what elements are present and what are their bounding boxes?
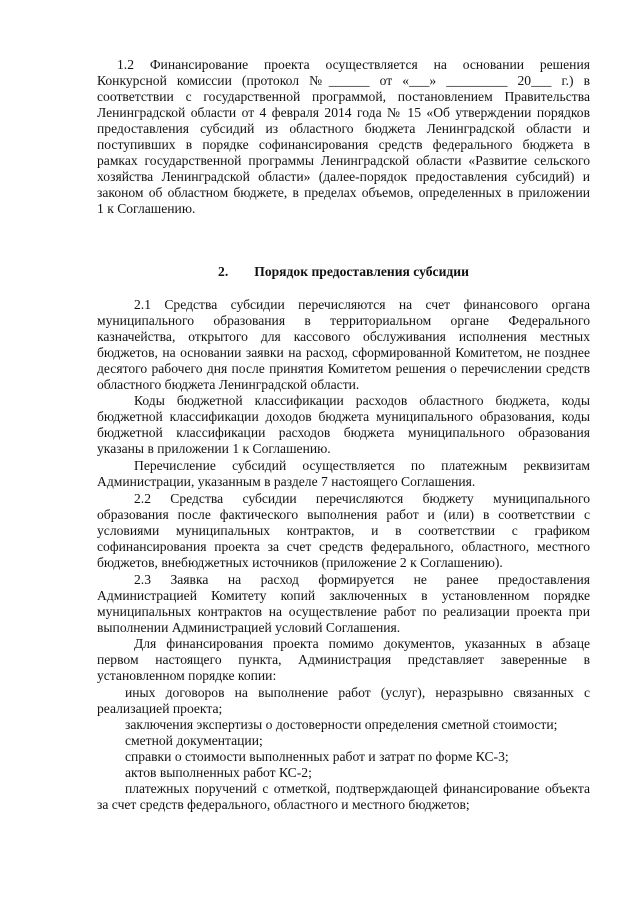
section-heading — [97, 264, 590, 280]
text-line: указаны в приложении 1 к Соглашению. — [97, 441, 331, 456]
text-line: реализацией проекта; — [97, 701, 223, 716]
text-line: выполнении Администрацией условий Соглашения. — [97, 620, 401, 635]
text-line: поступивших в порядке софинансирования средств федерального бюджета в — [97, 137, 590, 152]
text-line: предоставления субсидий из областного бюджета Ленинградской области и — [97, 121, 590, 136]
text-line: 1.2 Финансирование проекта осуществляется на основании решения — [117, 57, 590, 72]
text-line: рамках государственной программы Ленинградской области «Развитие сельского — [97, 153, 590, 168]
text-line: за счет средств федерального, областного и местного бюджетов; — [97, 797, 470, 812]
list-item-ks2 — [97, 765, 590, 781]
paragraph-2-2 — [97, 491, 590, 571]
text-line: Администрацией Комитету копий заключенных в установленном порядке — [97, 588, 590, 603]
section-title: Порядок предоставления субсидии — [254, 264, 469, 279]
text-line: сметной документации; — [125, 733, 263, 748]
text-line: 2.1 Средства субсидии перечисляются на счет финансового органа — [134, 297, 590, 312]
list-item-ks3 — [97, 749, 590, 765]
text-line: законом об областном бюджете, в пределах объемов, определенных в приложении — [97, 185, 590, 200]
text-line: 2.3 Заявка на расход формируется не ранее предоставления — [134, 572, 590, 587]
text-line: 1 к Соглашению. — [97, 201, 196, 216]
text-line: иных договоров на выполнение работ (услуг), неразрывно связанных с — [125, 685, 590, 700]
text-line: соответствии с государственной программой, постановлением Правительства — [97, 89, 590, 104]
text-line: муниципального образования в территориальном органе Федерального — [97, 313, 590, 328]
list-item-estimate — [97, 733, 590, 749]
text-line: Перечисление субсидий осуществляется по платежным реквизитам — [134, 458, 590, 473]
text-line: Коды бюджетной классификации расходов областного бюджета, коды — [134, 393, 590, 408]
text-line: десятого рабочего дня после принятия Комитетом решения о перечислении средств — [97, 361, 590, 376]
paragraph-1-2 — [97, 57, 590, 217]
text-line: бюджетной классификации расходов бюджета муниципального образования — [97, 425, 590, 440]
text-line: муниципальных контрактов на осуществление работ по реализации проекта при — [97, 604, 590, 619]
text-line: условиями муниципальных контрактов, и в соответствии с графиком — [97, 523, 590, 538]
text-line: бюджетов, внебюджетных источников (приложение 2 к Соглашению). — [97, 555, 503, 570]
paragraph-budget-codes — [97, 393, 590, 457]
paragraph-2-3 — [97, 572, 590, 636]
section-number: 2. — [218, 264, 229, 279]
text-line: хозяйства Ленинградской области» (далее-порядок предоставления субсидий) и — [97, 169, 590, 184]
text-line: софинансирования проекта за счет средств федерального, областного, местного — [97, 539, 590, 554]
text-line: платежных поручений с отметкой, подтверждающей финансирование объекта — [125, 781, 590, 796]
text-line: бюджетов, на основании заявки на расход, сформированной Комитетом, не позднее — [97, 345, 590, 360]
text-line: актов выполненных работ КС-2; — [125, 765, 312, 780]
list-item-expertise — [97, 717, 590, 733]
text-line: Ленинградской области от 4 февраля 2014 года № 15 «Об утверждении порядков — [97, 105, 590, 120]
text-line: Конкурсной комиссии (протокол №______ от «___» _________ 20___ г.) в — [97, 73, 590, 88]
paragraph-2-1 — [97, 297, 590, 393]
text-line: справки о стоимости выполненных работ и затрат по форме КС-3; — [125, 749, 509, 764]
text-line: первом настоящего пункта, Администрация представляет заверенные в — [97, 652, 590, 667]
list-item-contracts — [97, 685, 590, 717]
text-line: установленном порядке копии: — [97, 668, 277, 683]
text-line: 2.2 Средства субсидии перечисляются бюджету муниципального — [134, 491, 590, 506]
text-line: Администрации, указанным в разделе 7 настоящего Соглашения. — [97, 474, 476, 489]
text-line: казначейства, открытого для кассового обслуживания исполнения местных — [97, 329, 590, 344]
paragraph-transfer — [97, 458, 590, 490]
text-line: Для финансирования проекта помимо документов, указанных в абзаце — [134, 636, 590, 651]
list-item-payment-orders — [97, 781, 590, 813]
text-line: заключения экспертизы о достоверности определения сметной стоимости; — [125, 717, 558, 732]
text-line: бюджетной классификации доходов бюджета муниципального образования, коды — [97, 409, 590, 424]
text-line: областного бюджета Ленинградской области. — [97, 377, 360, 392]
text-line: образования после фактического выполнения работ и (или) в соответствии с — [97, 507, 590, 522]
paragraph-financing — [97, 636, 590, 684]
